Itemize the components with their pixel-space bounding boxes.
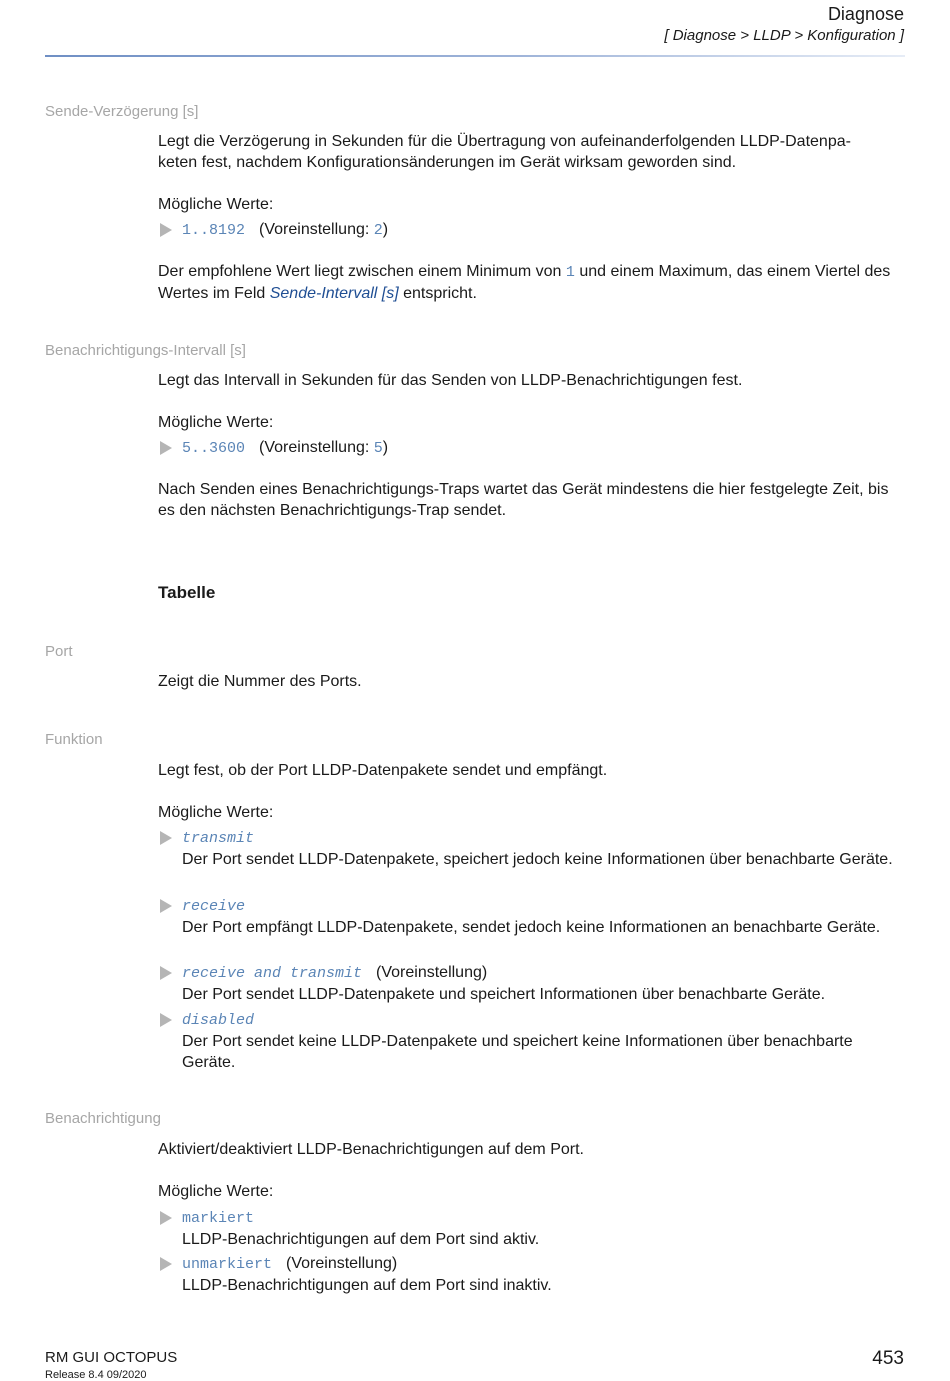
option-description: Der Port sendet keine LLDP-Datenpakete und speichert keine Informationen über benachbarte Geräte. [182, 1033, 853, 1071]
bullet-triangle-icon [160, 223, 172, 237]
page-number: 453 [872, 1348, 904, 1369]
notification-possible-values: Mögliche Werte: [158, 1183, 274, 1200]
option-description: LLDP-Benachrichtigungen auf dem Port sind inaktiv. [182, 1277, 552, 1294]
send-delay-range: 1..8192 [182, 222, 246, 239]
send-delay-description [158, 131, 908, 173]
option-value: disabled [182, 1012, 255, 1029]
field-label-notification: Benachrichtigung [45, 1110, 161, 1127]
notification-interval-possible-values: Mögliche Werte: [158, 414, 274, 431]
option-value: transmit [182, 830, 255, 847]
default-prefix: (Voreinstellung: [259, 221, 374, 238]
send-delay-possible-values: Mögliche Werte: [158, 196, 274, 213]
bullet-triangle-icon [160, 1257, 172, 1271]
default-suffix: ) [382, 439, 389, 456]
option-description: Der Port sendet LLDP-Datenpakete und speichert Informationen über benachbarte Geräte. [182, 986, 826, 1003]
note-min-value: 1 [565, 264, 575, 281]
field-label-port: Port [45, 643, 73, 660]
footer-product: RM GUI OCTOPUS [45, 1349, 178, 1366]
bullet-triangle-icon [160, 441, 172, 455]
port-description: Zeigt die Nummer des Ports. [158, 673, 362, 690]
bullet-triangle-icon [160, 1211, 172, 1225]
bullet-triangle-icon [160, 1013, 172, 1027]
notification-interval-default: 5 [373, 440, 383, 457]
option-value: unmarkiert [182, 1256, 273, 1273]
field-label-notification-interval: Benachrichtigungs-Intervall [s] [45, 342, 246, 359]
field-label-function: Funktion [45, 731, 103, 748]
function-description: Legt fest, ob der Port LLDP-Datenpakete sendet und empfängt. [158, 762, 608, 779]
option-description: LLDP-Benachrichtigungen auf dem Port sind aktiv. [182, 1231, 540, 1248]
note-text: Der empfohlene Wert liegt zwischen einem Minimum von [158, 263, 566, 280]
notification-description: Aktiviert/deaktiviert LLDP-Benachrichtigungen auf dem Port. [158, 1141, 584, 1158]
send-delay-note [158, 261, 908, 304]
bullet-triangle-icon [160, 966, 172, 980]
page-header-title: Diagnose [827, 4, 904, 24]
header-divider [45, 55, 905, 57]
default-prefix: (Voreinstellung: [259, 439, 374, 456]
default-suffix: ) [382, 221, 389, 238]
section-heading-table: Tabelle [158, 583, 216, 602]
note-text: und einem Maximum, das einem Viertel des Wertes im Feld [158, 263, 891, 302]
option-value: markiert [182, 1210, 255, 1227]
option-value: receive [182, 898, 246, 915]
function-possible-values: Mögliche Werte: [158, 804, 274, 821]
option-value: receive and transmit [182, 965, 363, 982]
notification-interval-range: 5..3600 [182, 440, 246, 457]
field-label-send-delay: Sende-Verzögerung [s] [45, 103, 199, 120]
footer-release: Release 8.4 09/2020 [45, 1369, 147, 1381]
breadcrumb: [ Diagnose > LLDP > Konfiguration ] [664, 27, 904, 44]
send-delay-default: 2 [373, 222, 383, 239]
option-default-note: (Voreinstellung) [286, 1255, 398, 1272]
bullet-triangle-icon [160, 899, 172, 913]
option-default-note: (Voreinstellung) [376, 964, 488, 981]
notification-interval-note: Nach Senden eines Benachrichtigungs-Traps wartet das Gerät mindestens die hier festgelegte Zeit, bis es den nächsten Benachrichtigungs-Trap sendet. [158, 481, 889, 519]
note-text: entspricht. [398, 285, 477, 302]
option-description: Der Port empfängt LLDP-Datenpakete, sendet jedoch keine Informationen an benachbarte Geräte. [182, 919, 881, 936]
send-delay-desc-line2: keten fest, nachdem Konfigurationsänderungen im Gerät wirksam geworden sind. [158, 154, 737, 171]
send-delay-desc-line1: Legt die Verzögerung in Sekunden für die Übertragung von aufeinanderfolgenden LLDP-Datenpa- [158, 133, 851, 150]
option-description: Der Port sendet LLDP-Datenpakete, speichert jedoch keine Informationen über benachbarte Geräte. [182, 851, 893, 868]
send-interval-link[interactable]: Sende-Intervall [s] [269, 285, 399, 302]
notification-interval-description: Legt das Intervall in Sekunden für das Senden von LLDP-Benachrichtigungen fest. [158, 372, 743, 389]
bullet-triangle-icon [160, 831, 172, 845]
